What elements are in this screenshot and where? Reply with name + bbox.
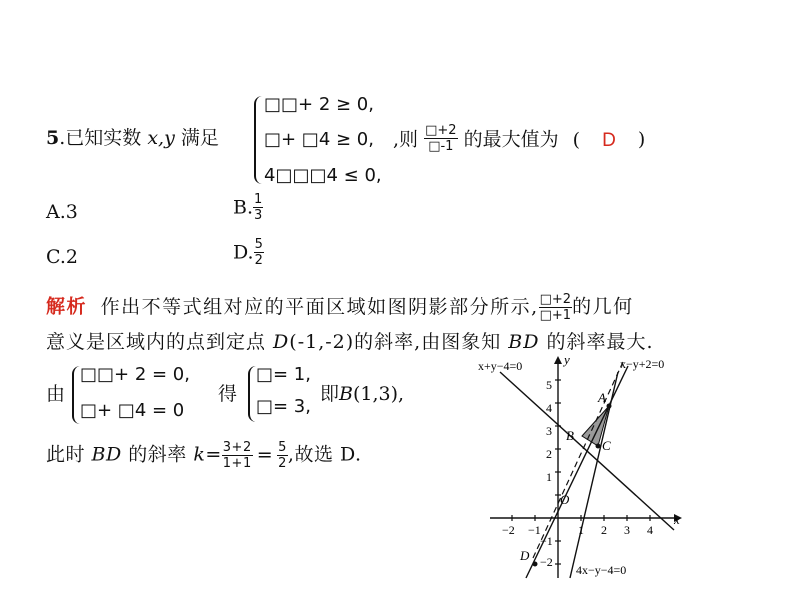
x-tick-3: 3	[624, 523, 630, 537]
analysis-point-b: B	[339, 383, 353, 405]
label-point-a: A	[598, 390, 606, 405]
analysis-line-1	[46, 292, 634, 323]
analysis-k-den: 1+1	[222, 456, 252, 471]
point-d-dot	[533, 562, 538, 567]
analysis-k-num: 3+2	[222, 440, 252, 455]
option-b-fraction	[253, 192, 263, 223]
analysis-sys1-line-2: □+ □4 = 0	[80, 400, 185, 421]
y-axis-arrow	[554, 356, 562, 364]
analysis-seg-bd: BD	[508, 331, 540, 353]
analysis-k-result-den: 2	[278, 456, 287, 471]
analysis-ji: 即	[320, 383, 340, 405]
stem-fraction-den: □-1	[428, 139, 454, 154]
analysis-fraction	[539, 292, 572, 323]
option-a-value: 3	[65, 201, 78, 223]
analysis-you: 由	[46, 383, 66, 405]
label-point-b: B	[566, 428, 574, 443]
answer-choice: D	[602, 129, 616, 151]
analysis-line4-c: ,故选 D.	[287, 443, 362, 466]
system-line-1: □□+ 2 ≥ 0,	[264, 94, 374, 115]
analysis-line-2	[46, 331, 654, 353]
paren-right: )	[637, 128, 646, 151]
question-stem	[46, 127, 219, 149]
label-point-c: C	[602, 438, 611, 453]
analysis-seg-bd-2: BD	[91, 443, 122, 466]
x-tick-1: 1	[578, 523, 584, 537]
stem-fraction-num: □+2	[425, 123, 457, 138]
label-line-1: x+y−4=0	[478, 359, 523, 373]
analysis-line4-a: 此时	[46, 443, 92, 466]
question-number: 5	[46, 127, 60, 149]
point-c-dot	[596, 444, 601, 449]
analysis-de: 得	[218, 383, 238, 405]
y-tick-neg2: −2	[540, 555, 553, 569]
analysis-k-result-num: 5	[278, 440, 287, 455]
coordinate-graph	[478, 352, 696, 584]
y-tick-4: 4	[546, 401, 552, 415]
analysis-line2-c: 的斜率最大.	[539, 331, 654, 353]
stem-vars: x,y	[147, 127, 175, 149]
analysis-sys1-line-1: □□+ 2 = 0,	[80, 364, 190, 385]
option-b-label: B.	[233, 196, 254, 219]
analysis-point-d: D	[273, 331, 290, 353]
x-tick-neg1: −1	[528, 523, 541, 537]
point-a-dot	[607, 404, 612, 409]
analysis-line4-b: 的斜率	[121, 443, 194, 466]
option-d	[233, 237, 264, 268]
option-a	[46, 201, 78, 223]
analysis-line1-a: 作出不等式组对应的平面区域如图阴影部分所示,	[100, 295, 539, 318]
analysis-eq: =	[205, 443, 222, 466]
label-axis-y: y	[564, 352, 570, 367]
analysis-sys2-line-1: □= 1,	[256, 364, 311, 385]
stem-fraction	[424, 123, 457, 154]
y-tick-5: 5	[546, 378, 552, 392]
option-a-label: A.	[46, 201, 66, 223]
label-axis-x: x	[674, 512, 680, 527]
analysis-line-4	[46, 440, 362, 471]
x-tick-2: 2	[601, 523, 607, 537]
option-c	[46, 246, 78, 268]
analysis-label: 解析	[46, 295, 88, 318]
analysis-line1-b: 的几何	[572, 295, 634, 318]
label-origin: O	[560, 492, 570, 507]
x-tick-neg2: −2	[502, 523, 515, 537]
label-line-2: x−y+2=0	[620, 357, 665, 371]
stem-suffix: 的最大值为	[463, 128, 559, 151]
y-tick-neg1: −1	[540, 534, 553, 548]
label-line-3: 4x−y−4=0	[576, 563, 627, 577]
option-d-num: 5	[254, 237, 263, 252]
system-line-3: 4□□□4 ≤ 0,	[264, 165, 382, 186]
paren-left: (	[572, 128, 581, 151]
analysis-fraction-den: □+1	[539, 308, 572, 323]
analysis-k-result	[277, 440, 288, 471]
option-d-label: D.	[233, 241, 254, 264]
analysis-line2-a: 意义是区域内的点到定点	[46, 331, 274, 353]
y-tick-3: 3	[546, 424, 552, 438]
stem-then	[393, 123, 646, 154]
stem-then-text: ,则	[393, 128, 419, 151]
option-b-num: 1	[254, 192, 263, 207]
option-b-den: 3	[254, 208, 263, 223]
analysis-sys2-line-2: □= 3,	[256, 396, 311, 417]
analysis-result-b	[320, 383, 404, 405]
analysis-eq2: =	[256, 443, 274, 466]
line-4x-minus-y	[570, 372, 618, 578]
stem-prefix: .已知实数	[59, 127, 148, 149]
option-c-value: 2	[65, 246, 78, 268]
stem-mid: 满足	[174, 127, 219, 149]
analysis-k-fraction	[222, 440, 253, 471]
option-d-fraction	[254, 237, 264, 268]
y-tick-2: 2	[546, 447, 552, 461]
system-line-2: □+ □4 ≥ 0,	[264, 129, 374, 150]
label-point-d: D	[520, 548, 530, 563]
option-c-label: C.	[46, 246, 66, 268]
y-tick-1: 1	[546, 470, 552, 484]
analysis-coord-b: (1,3),	[352, 383, 405, 405]
analysis-fraction-num: □+2	[539, 292, 572, 307]
analysis-k: k	[193, 443, 206, 466]
option-d-den: 2	[254, 253, 263, 268]
option-b	[233, 192, 263, 223]
analysis-line2-b: (-1,-2)的斜率,由图象知	[289, 331, 509, 353]
x-tick-4: 4	[647, 523, 653, 537]
